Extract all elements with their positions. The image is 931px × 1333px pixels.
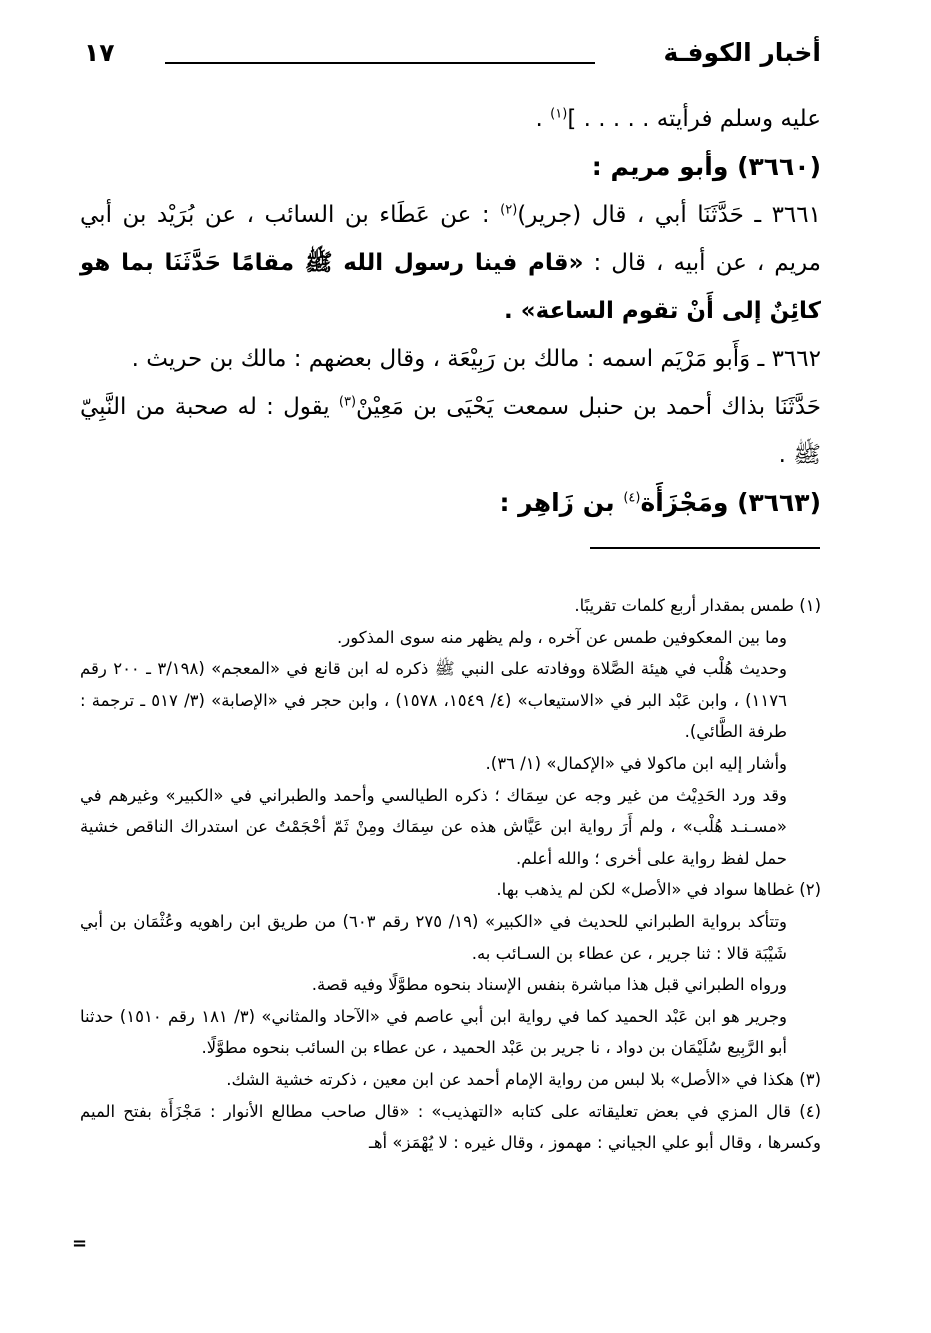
footnote-line: وقد ورد الحَدِيْث من غير وجه عن سِمَاك ؛ ذكره الطيالسي وأحمد والطبراني في «الكبير» وغيرهم في «مسـنـد هُلْب» ، ولم أَرَ رواية ابن عَيَّاش هذه عن سِمَاك ومِنْ ثَمّ أحْجَمْتُ عن استدراك الناقص خشية حمل لفظ رواية على أخرى ؛ والله أعلم. [80, 785, 787, 868]
text-span: حَدَّثَنَا بذاك أحمد بن حنبل سمعت يَحْيَى بن مَعِيْنْ [356, 394, 821, 420]
footnote-separator [590, 547, 820, 549]
footnote-line: وتتأكد برواية الطبراني للحديث في «الكبير» (١٩/ ٢٧٥ رقم ٦٠٣) من طريق ابن راهويه وعُثْمَان بن أبي شَيْبَة قالا : ثنا جرير ، عن عطاء بن السـائب به. [80, 911, 788, 963]
running-title: أخبار الكوفـة [663, 38, 821, 67]
entry-3661 [80, 191, 821, 335]
footnote-line: وحديث هُلْب في هيئة الصَّلاة ووفادته على النبي ﷺ ذكره له ابن قانع في «المعجم» (٣/١٩٨ ـ ٢٠٠ رقم ١١٧٦) ، وابن عَبْد البر في «الاستيعاب» (٤/ ١٥٤٩، ١٥٧٨) ، وابن حجر في «الإصابة» (٣/ ٥١٧ ـ ترجمة : طرفة الطَّائي). [80, 659, 788, 742]
header-rule [165, 62, 595, 64]
footnote-line: (٤) قال المزي في بعض تعليقاته على كتابه «التهذيب» : «قال صاحب مطالع الأنوار : مَجْزَأَة بفتح الميم وكسرها ، وقال أبو علي الجياني : مهموز ، وقال غيره : لا يُهْمَز» أهـ [80, 1101, 821, 1153]
footnote-line: وأشار إليه ابن ماكولا في «الإكمال» (١/ ٣٦). [485, 753, 787, 773]
entry-3662: ٣٦٦٢ ـ وَأَبو مَرْيَم اسمه : مالك بن رَبِيْعَة ، وقال بعضهم : مالك بن حريث . [131, 346, 821, 372]
entry-heading-3660: (٣٦٦٠) وأبو مريم : [591, 152, 821, 181]
footnote-line: (٢) غطاها سواد في «الأصل» لكن لم يذهب بها. [496, 880, 821, 900]
footnote-ref: (٤) [623, 490, 641, 506]
entry-3662-continuation [80, 383, 821, 479]
footnote-line: ورواه الطبراني قبل هذا مباشرة بنفس الإسناد بنحوه مطوَّلًا وفيه قصة. [311, 975, 787, 995]
footnote-ref: (٢) [500, 202, 518, 218]
footnote-line: (١) طمس بمقدار أربع كلمات تقريبًا. [574, 596, 821, 615]
hadith-text: «قام فينا رسول الله ﷺ مقامًا حَدَّثَنَا بما هو كائِنٌ إلى أَنْ تقوم الساعة» . [80, 250, 821, 324]
text-span: بن زَاهِر : [499, 488, 624, 517]
paragraph-continuation [80, 95, 821, 143]
page-number: ١٧ [84, 38, 115, 67]
footnote-line: وجرير هو ابن عَبْد الحميد كما في رواية ابن أبي عاصم في «الآحاد والمثاني» (٣/ ١٨١ رقم ١٥١٠) حدثنا أبو الرَّبِيع سُلَيْمَان بن دواد ، نا جرير بن عَبْد الحميد ، عن عطاء بن السائب بنحوه مطوَّلًا. [80, 1006, 787, 1058]
footnote-line: (٣) هكذا في «الأصل» بلا لبس من رواية الإمام أحمد عن ابن معين ، ذكرته خشية الشك. [226, 1069, 821, 1089]
footnote-line: وما بين المعكوفين طمس عن آخره ، ولم يظهر منه سوى المذكور. [337, 627, 787, 647]
footnote-ref: (١) [550, 106, 568, 122]
continuation-mark: = [72, 1233, 88, 1254]
footnote-ref: (٣) [338, 394, 357, 410]
text-span: (٣٦٦٣) ومَجْزَأَة [640, 488, 821, 517]
text-span: عليه وسلم فرأيته . . . . . ] [567, 106, 821, 132]
text-span: : عن عَطَاء بن السائب ، عن بُرَيْد بن أبي مريم ، عن أبيه ، قال : [80, 202, 821, 276]
text-span: . [535, 106, 551, 132]
entry-heading-3663 [80, 479, 821, 527]
main-text [80, 95, 821, 527]
text-span: ٣٦٦١ ـ حَدَّثَنَا أبي ، قال (جرير) [517, 202, 821, 228]
text-span: يقول : له صحبة من النَّبِيّ ﷺ . [80, 394, 821, 468]
footnotes [80, 590, 821, 1159]
